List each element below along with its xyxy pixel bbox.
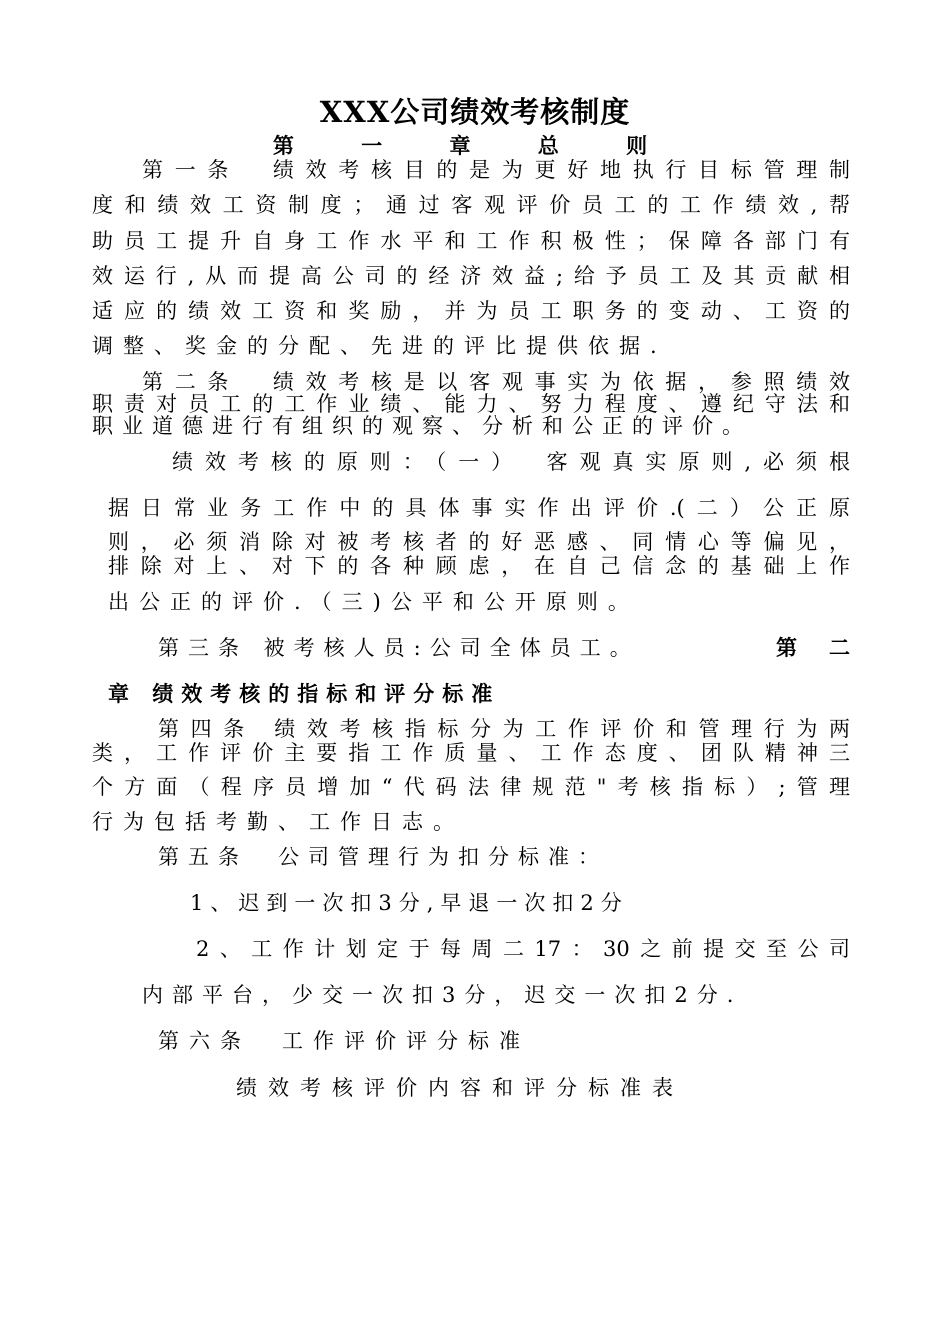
chapter-2-heading-part-1: 第 二 — [776, 635, 850, 660]
article-4-line-2: 类，工作评价主要指工作质量、工作态度、团队精神三 — [92, 741, 850, 765]
article-4-line-1: 第四条 绩效考核指标分为工作评价和管理行为两 — [158, 717, 850, 741]
principles-line-4: 排除对上、对下的各种顾虑，在自己信念的基础上作 — [108, 554, 850, 578]
article-5-item-2-line-1: 2、工作计划定于每周二17：30之前提交至公司 — [196, 937, 850, 961]
article-4-line-3: 个方面（程序员增加“代码法律规范"考核指标）;管理 — [92, 775, 850, 799]
article-3-line: 第三条 被考核人员:公司全体员工。 — [158, 636, 640, 660]
article-5-item-1: 1、迟到一次扣3分,早退一次扣2分 — [190, 891, 629, 915]
article-2-line-2: 职责对员工的工作业绩、能力、努力程度、遵纪守法和 — [92, 392, 850, 416]
article-1-line-1: 第一条 绩效考核目的是为更好地执行目标管理制 — [142, 158, 850, 182]
article-5-item-2-line-2: 内部平台，少交一次扣3分，迟交一次扣2分. — [142, 983, 743, 1007]
article-5-heading: 第五条 公司管理行为扣分标准： — [158, 845, 608, 869]
chapter-2-heading-part-2: 章 绩效考核的指标和评分标准 — [108, 681, 501, 706]
principles-line-3: 则，必须消除对被考核者的好恶感、同情心等偏见， — [108, 530, 850, 554]
principles-line-1: 绩效考核的原则：（一） 客观真实原则,必须根 — [172, 450, 850, 474]
article-2-line-3: 职业道德进行有组织的观察、分析和公正的评价。 — [92, 414, 752, 438]
principles-line-2: 据日常业务工作中的具体事实作出评价.(二）公正原 — [108, 496, 850, 520]
principles-line-5: 出公正的评价.（三)公平和公开原则。 — [108, 590, 639, 614]
article-1-line-2: 度和绩效工资制度；通过客观评价员工的工作绩效,帮 — [92, 193, 850, 217]
table-caption: 绩效考核评价内容和评分标准表 — [236, 1076, 684, 1100]
chapter-1-heading: 第 一 章 总 则 — [272, 133, 678, 158]
article-4-line-4: 行为包括考勤、工作日志。 — [92, 810, 464, 834]
article-2-line-1: 第二条 绩效考核是以客观事实为依据，参照绩效 — [142, 370, 850, 394]
document-title: XXX公司绩效考核制度 — [319, 95, 631, 129]
article-1-line-5: 适应的绩效工资和奖励，并为员工职务的变动、工资的 — [92, 299, 850, 323]
article-6-heading: 第六条 工作评价评分标准 — [158, 1029, 530, 1053]
article-1-line-3: 助员工提升自身工作水平和工作积极性；保障各部门有 — [92, 229, 850, 253]
article-1-line-6: 调整、奖金的分配、先进的评比提供依据. — [92, 334, 667, 358]
article-1-line-4: 效运行,从而提高公司的经济效益;给予员工及其贡献相 — [92, 264, 850, 288]
